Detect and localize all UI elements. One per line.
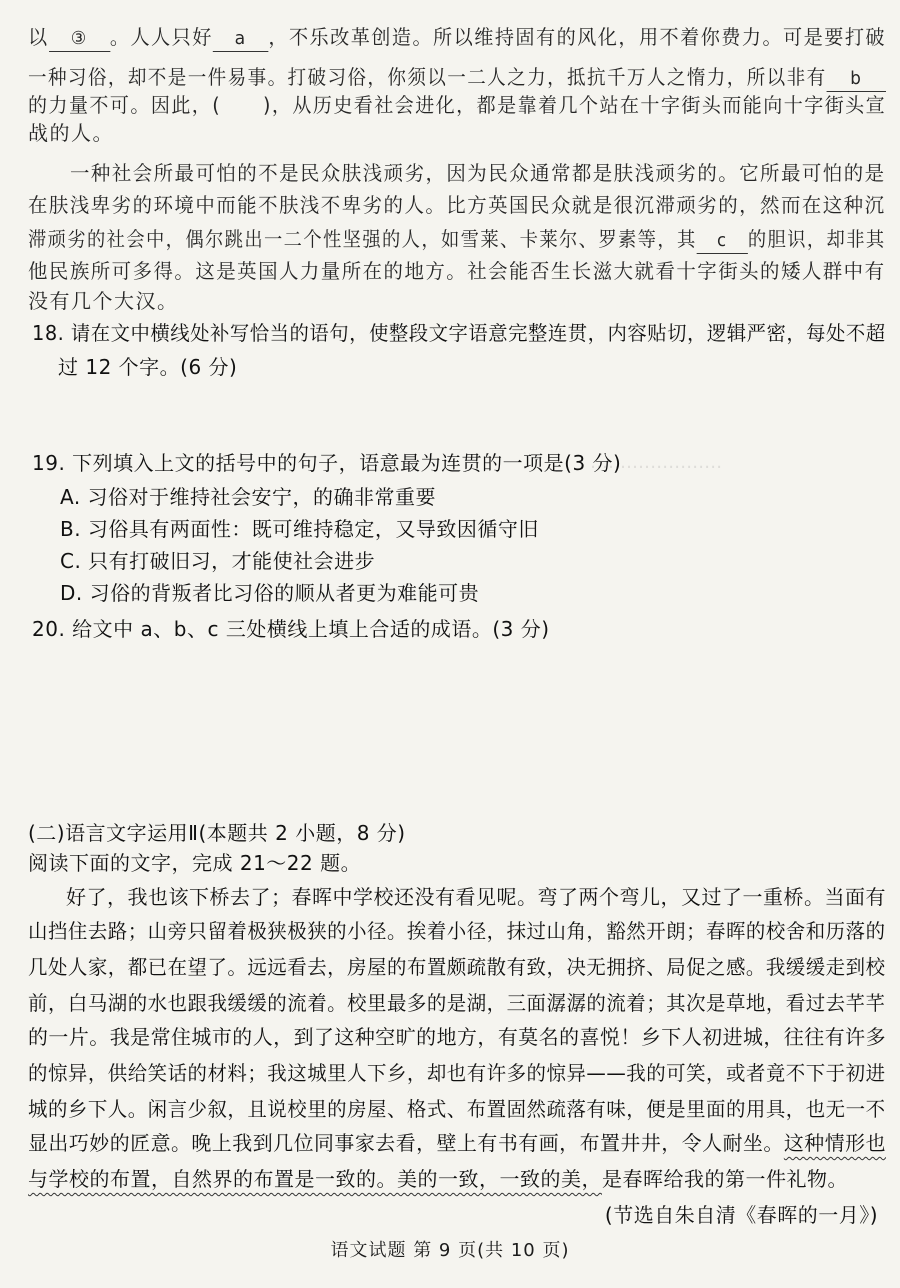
- text: 的胆识，却非其: [747, 227, 886, 251]
- bleed-through-text: ‥‥‥‥‥‥‥‥‥‥‥: [590, 452, 723, 473]
- text: ，不乐改革创造。所以维持固有的风化，用不着你费力。可是要打破: [268, 25, 886, 49]
- reading-line: 前，白马湖的水也跟我缓缓的流着。校里最多的是湖，三面潺潺的流着；其次是草地，看过去芊芊: [28, 991, 886, 1015]
- text: 显出巧妙的匠意。晚上我到几位同事家去看，壁上有书有画，布置井井，令人耐坐。: [28, 1131, 784, 1155]
- passage-line: 他民族所可多得。这是英国人力量所在的地方。社会能否生长滋大就看十字街头的矮人群中有: [28, 259, 886, 283]
- passage-line: [28, 224, 886, 254]
- passage-line: 在肤浅卑劣的环境中而能不肤浅不卑劣的人。比方英国民众就是很沉滞顽劣的，然而在这种沉: [28, 193, 886, 217]
- text: 是春晖给我的第一件礼物。: [602, 1167, 848, 1191]
- passage-line: [28, 90, 886, 120]
- blank-3: ③: [49, 27, 110, 52]
- passage-line: [28, 22, 886, 52]
- question-19-option-a: A. 习俗对于维持社会安宁，的确非常重要: [60, 485, 437, 509]
- section-instruction: 阅读下面的文字，完成 21～22 题。: [28, 851, 362, 875]
- question-19-option-c: C. 只有打破旧习，才能使社会进步: [60, 549, 376, 573]
- reading-line: 的一片。我是常住城市的人，到了这种空旷的地方，有莫名的喜悦！乡下人初进城，往往有许多: [28, 1025, 886, 1049]
- blank-b: b: [827, 67, 886, 92]
- page-footer: 语文试题 第 9 页(共 10 页): [330, 1240, 570, 1261]
- source-citation: (节选自朱自清《春晖的一月》): [604, 1203, 878, 1227]
- reading-line: [28, 1164, 848, 1194]
- text: 滞顽劣的社会中，偶尔跳出一二个性坚强的人，如雪莱、卡莱尔、罗素等，其: [28, 227, 697, 251]
- blank-a: a: [213, 27, 269, 52]
- reading-line: 山挡住去路；山旁只留着极狭极狭的小径。挨着小径，抹过山角，豁然开朗；春晖的校舍和历落的: [28, 919, 886, 943]
- question-20-stem: 20. 给文中 a、b、c 三处横线上填上合适的成语。(3 分): [32, 617, 550, 641]
- text: )，从历史看社会进化，都是靠着几个站在十字街头而能向十字街头宣: [263, 93, 887, 117]
- wavy-underlined-text: 与学校的布置，自然界的布置是一致的。美的一致，一致的美，: [28, 1167, 602, 1191]
- text: 一种习俗，却不是一件易事。打破习俗，你须以一二人之力，抵抗千万人之惰力，所以非有: [28, 65, 827, 89]
- text: 的力量不可。因此，(: [28, 93, 222, 117]
- passage-line: [28, 62, 886, 92]
- reading-line: 城的乡下人。闲言少叙，且说校里的房屋、格式、布置固然疏落有味，便是里面的用具，也无一不: [28, 1097, 886, 1121]
- text: 以: [28, 25, 49, 49]
- passage-line: 一种社会所最可怕的不是民众肤浅顽劣，因为民众通常都是肤浅顽劣的。它所最可怕的是: [70, 161, 886, 185]
- question-18-line1: 18. 请在文中横线处补写恰当的语句，使整段文字语意完整连贯，内容贴切，逻辑严密，每处不超: [32, 321, 886, 345]
- text: 。人人只好: [109, 25, 213, 49]
- reading-line: 几处人家，都已在望了。远远看去，房屋的布置颇疏散有致，决无拥挤、局促之感。我缓缓走到校: [28, 955, 886, 979]
- reading-line: 的惊异，供给笑话的材料；我这城里人下乡，却也有许多的惊异——我的可笑，或者竟不下于初进: [28, 1061, 886, 1085]
- section-heading: (二)语言文字运用Ⅱ(本题共 2 小题，8 分): [28, 821, 406, 845]
- question-19-option-d: D. 习俗的背叛者比习俗的顺从者更为难能可贵: [60, 581, 480, 605]
- reading-line: 好了，我也该下桥去了；春晖中学校还没有看见呢。弯了两个弯儿，又过了一重桥。当面有: [66, 885, 886, 909]
- question-19-option-b: B. 习俗具有两面性：既可维持稳定，又导致因循守旧: [60, 517, 539, 541]
- passage-line: 战的人。: [28, 121, 114, 145]
- reading-line: [28, 1128, 886, 1158]
- question-18-line2: 过 12 个字。(6 分): [58, 355, 238, 379]
- passage-line: 没有几个大汉。: [28, 289, 179, 313]
- blank-c: c: [697, 229, 748, 254]
- wavy-underlined-text: 这种情形也: [783, 1131, 886, 1155]
- question-19-stem: 19. 下列填入上文的括号中的句子，语意最为连贯的一项是(3 分): [32, 451, 622, 475]
